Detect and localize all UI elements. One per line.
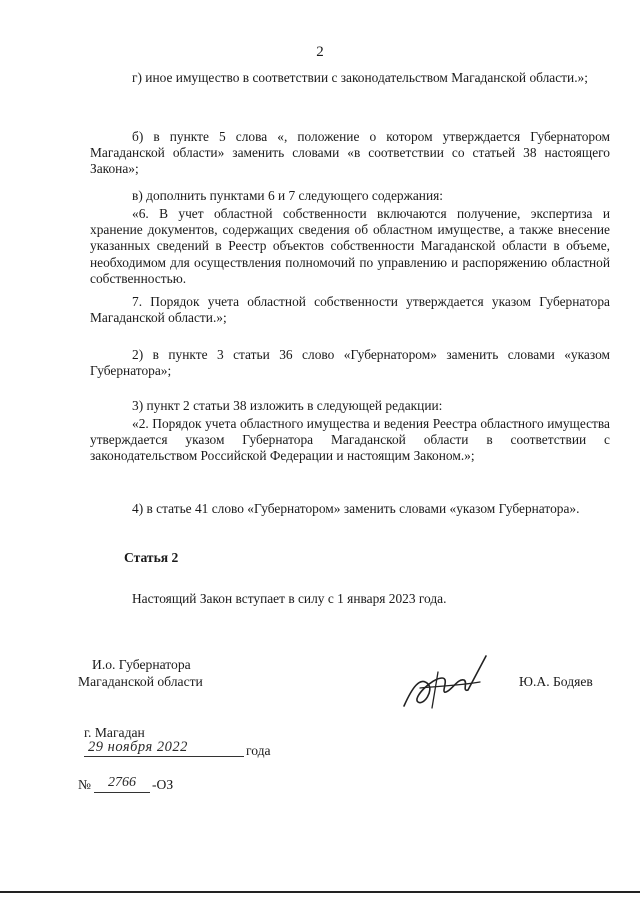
paragraph-item-3: 3) пункт 2 статьи 38 изложить в следующей редакции: <box>132 398 443 413</box>
paragraph-item-v: в) дополнить пунктами 6 и 7 следующего содержания: <box>132 188 444 203</box>
signature-image <box>398 648 490 720</box>
paragraph-effective-date: Настоящий Закон вступает в силу с 1 января 2023 года. <box>132 591 447 606</box>
bottom-scan-rule <box>0 891 640 893</box>
signer-name: Ю.А. Бодяев <box>519 674 593 689</box>
handwritten-date: 29 ноября 2022 <box>84 739 244 757</box>
paragraph-quote-2: «2. Порядок учета областного имущества и ведения Реестра областного имущества утверждается указом Губернатора Магаданской области в соответствии с законодательством Российской Федерации и настоящим Законом.»; <box>90 416 610 464</box>
paragraph-item-b: б) в пункте 5 слова «, положение о котором утверждается Губернатором Магаданской области» заменить словами «в соответствии со статьей 38 настоящего Закона»; <box>90 129 610 177</box>
paragraph-item-2: 2) в пункте 3 статьи 36 слово «Губернатором» заменить словами «указом Губернатора»; <box>90 347 610 379</box>
handwritten-law-number: 2766 <box>94 775 150 793</box>
number-sign: № <box>78 777 91 792</box>
paragraph-point-6: «6. В учет областной собственности включаются получение, экспертиза и хранение документов, содержащих сведения об областном имуществе, а также внесение указанных сведений в Реестр объектов собственности Магаданской области в объеме, необходимом для осуществления полномочий по управлению и распоряжению областной собственностью. <box>90 206 610 286</box>
date-line <box>84 739 284 759</box>
place-of-signing: г. Магадан <box>84 725 145 740</box>
signer-title-line2: Магаданской области <box>78 674 203 689</box>
date-suffix: года <box>246 743 271 758</box>
law-number-line <box>78 775 218 795</box>
law-number-suffix: -ОЗ <box>152 777 174 792</box>
article-heading: Статья 2 <box>124 550 179 565</box>
paragraph-item-4: 4) в статье 41 слово «Губернатором» заменить словами «указом Губернатора». <box>132 501 580 516</box>
paragraph-item-g: г) иное имущество в соответствии с законодательством Магаданской области.»; <box>132 70 588 85</box>
page-number: 2 <box>316 44 324 60</box>
paragraph-point-7: 7. Порядок учета областной собственности утверждается указом Губернатора Магаданской области.»; <box>90 294 610 326</box>
signer-title-line1: И.о. Губернатора <box>92 657 191 672</box>
